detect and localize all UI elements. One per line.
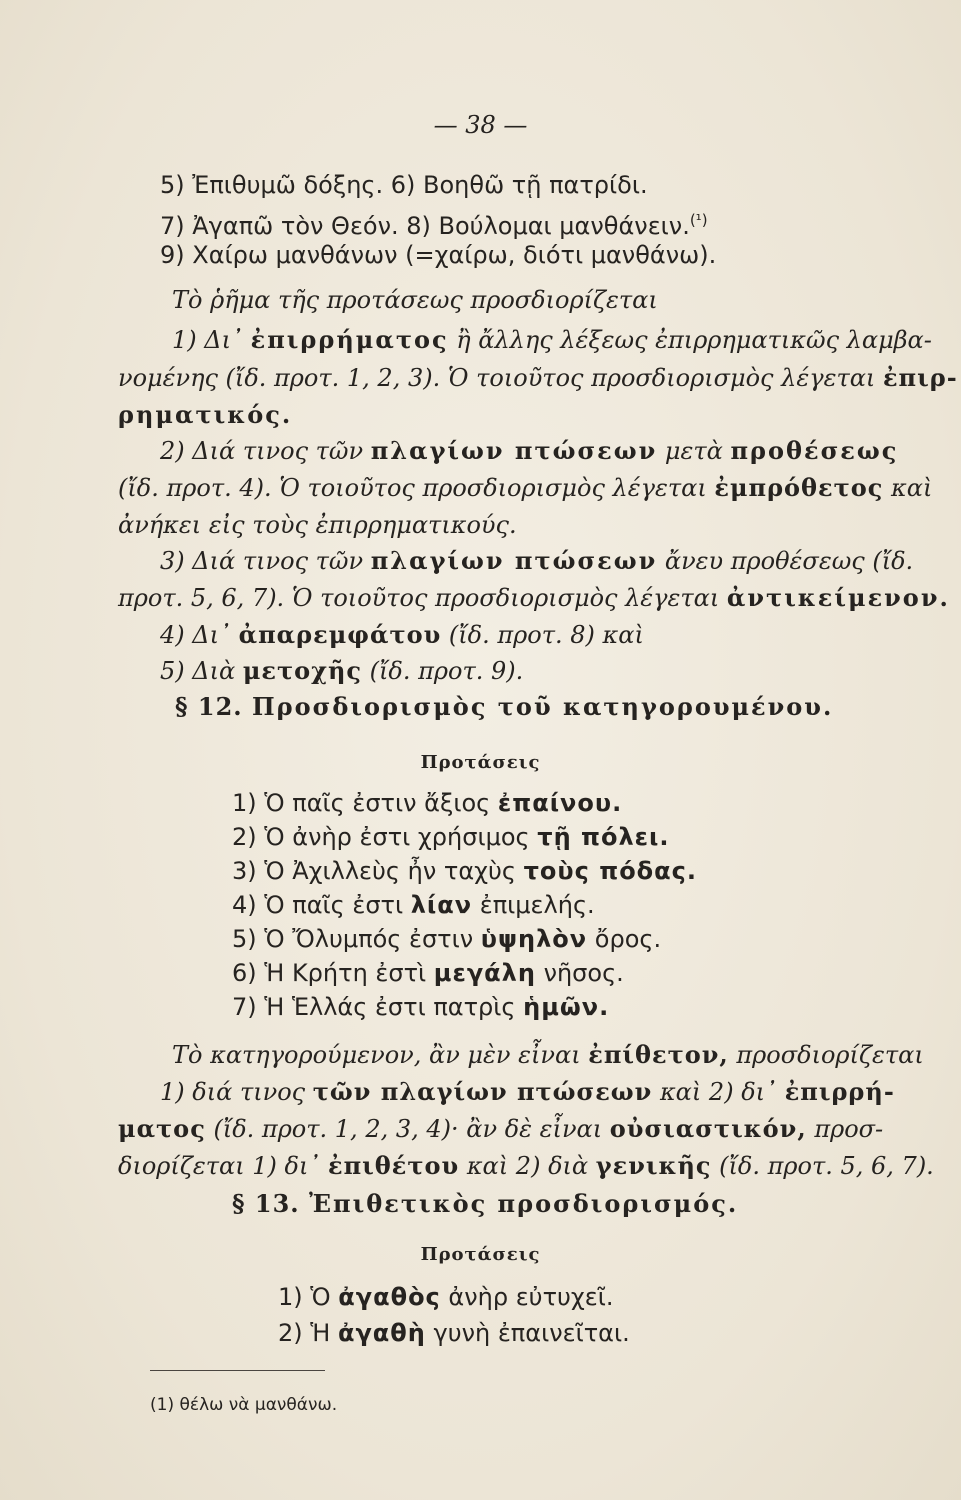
section-title: Ἐπιθετικὸς προσδιορισμός. [309,1189,739,1218]
text: καὶ [883,474,933,502]
term: ἐπιθέτου [328,1151,460,1180]
term: ἐπιρ- [882,363,958,392]
paragraph-line [118,363,958,393]
text: καὶ 2) διὰ [459,1152,596,1180]
text: 7) Ἡ Ἑλλάς ἐστι πατρὶς [232,993,524,1021]
example-line [232,924,661,954]
term: ρηματικός. [118,400,293,429]
paragraph-line [172,285,658,315]
examples-heading: Προτάσεις [420,1244,541,1265]
text: ἐπιμελής. [472,891,595,919]
text: 7) Ἀγαπῶ τὸν Θεόν. 8) Βούλομαι μανθάνειν. [160,212,690,240]
term: γενικῆς [595,1151,712,1180]
text: 2) Ὁ ἀνὴρ ἐστι χρήσιμος [232,823,538,851]
text: 1) Ὁ [278,1283,339,1311]
paragraph-line [172,1040,924,1070]
text: προσδιορίζεται [728,1041,924,1069]
footnote-divider [150,1370,325,1371]
term: ἀντικείμενον. [726,583,950,612]
text: (ἴδ. προτ. 1, 2, 3, 4)· [205,1115,467,1143]
paragraph-line [160,620,644,650]
text: 5) Ὁ Ὄλυμπός ἐστιν [232,925,481,953]
text: Τὸ κατηγορούμενον, ἂν μὲν εἶναι [172,1041,589,1069]
text: 5) Ἐπιθυμῶ δόξης. 6) Βοηθῶ τῇ πατρίδι. [160,171,648,199]
section-number: § 13. [232,1189,310,1218]
term: ἀγαθὴ [337,1319,426,1347]
text-line [160,240,716,270]
paragraph-line [118,400,292,430]
text: νομένης (ἴδ. προτ. 1, 2, 3). [118,364,448,392]
text: ἀνήκει εἰς τοὺς ἐπιρρηματικούς. [118,511,517,539]
text: μετὰ [657,437,731,465]
text: προσ- [806,1115,884,1143]
term: ματος [118,1114,206,1143]
footnote-ref: (¹) [689,211,708,229]
section-heading [175,692,833,722]
term: πλαγίων πτώσεων [370,546,658,575]
term: τοὺς πόδας. [523,857,697,885]
term: λίαν [410,891,473,919]
example-line [232,890,595,920]
text: γυνὴ ἐπαινεῖται. [425,1319,630,1347]
page-number: — 38 — [433,111,528,139]
footnote: (1) θέλω νὰ μανθάνω. [150,1395,338,1415]
text: καὶ 2) δι᾽ [652,1078,785,1106]
paragraph-line [118,1151,934,1181]
text: 4) Ὁ παῖς ἐστι [232,891,411,919]
term: ἀπαρεμφάτου [238,620,442,649]
example-line [232,788,622,818]
term: ἐπιρρή- [784,1077,895,1106]
term: μεγάλη [433,959,536,987]
example-line [278,1282,614,1312]
text: (ἴδ. προτ. 8) καὶ [441,621,644,649]
term: οὐσιαστικόν, [609,1114,807,1143]
examples-heading: Προτάσεις [420,752,541,773]
text: 2) Διά τινος τῶν [160,437,371,465]
text: Ὁ τοιοῦτος προσδιορισμὸς λέγεται [291,584,727,612]
text: 6) Ἡ Κρήτη ἐστὶ [232,959,434,987]
paragraph-line [118,510,517,540]
text: 5) Διὰ [160,657,243,685]
term: ἐμπρόθετος [714,473,884,502]
text: (ἴδ. προτ. 9). [362,657,524,685]
text: διορίζεται 1) δι᾽ [118,1152,328,1180]
text: 1) Ὁ παῖς ἐστιν ἄξιος [232,789,498,817]
text: ἄνευ προθέσεως (ἴδ. [657,547,914,575]
term: ὑψηλὸν [480,925,588,953]
paragraph-line [160,656,523,686]
text: 2) Ἡ [278,1319,338,1347]
paragraph-line [160,1077,895,1107]
term: ἐπιρρήματος [250,325,449,354]
paragraph-line [118,583,950,613]
text-line [160,170,648,200]
term: τῶν πλαγίων πτώσεων [312,1077,653,1106]
paragraph-line [118,473,932,503]
text: (ἴδ. προτ. 4). [118,474,280,502]
text: 3) Διά τινος τῶν [160,547,371,575]
paragraph-line [160,436,898,466]
term: τῇ πόλει. [537,823,670,851]
text: Τὸ ῥῆμα τῆς προτάσεως προσδιορίζεται [172,286,658,314]
text: Ὁ τοιοῦτος προσδιορισμὸς λέγεται [279,474,715,502]
text: (ἴδ. προτ. 5, 6, 7). [711,1152,934,1180]
section-heading [232,1189,738,1219]
example-line [278,1318,630,1348]
text: νῆσος. [535,959,624,987]
term: πλαγίων πτώσεων [370,436,658,465]
term: μετοχῆς [242,656,363,685]
section-number: § 12. [175,692,253,721]
text: 3) Ὁ Ἀχιλλεὺς ἦν ταχὺς [232,857,524,885]
paragraph-line [172,325,932,355]
text: ἢ ἄλλης λέξεως ἐπιρρηματικῶς λαμβα- [448,326,932,354]
example-line [232,856,697,886]
text: προτ. 5, 6, 7). [118,584,292,612]
term: ἐπίθετον, [588,1040,729,1069]
text: ἂν δὲ εἶναι [466,1115,610,1143]
example-line [232,992,609,1022]
paragraph-line [160,546,913,576]
text: Ὁ τοιοῦτος προσδιορισμὸς λέγεται [447,364,883,392]
term: προθέσεως [730,436,899,465]
text: 9) Χαίρω μανθάνων (=χαίρω, διότι μανθάνω). [160,241,717,269]
section-title: Προσδιορισμὸς τοῦ κατηγορουμένου. [252,692,834,721]
text: 1) Δι᾽ [172,326,251,354]
text: 4) Δι᾽ [160,621,239,649]
term: ἡμῶν. [523,993,610,1021]
example-line [232,822,670,852]
term: ἐπαίνου. [497,789,623,817]
text: ἀνὴρ εὐτυχεῖ. [440,1283,614,1311]
term: ἀγαθὸς [338,1283,441,1311]
text: ὄρος. [587,925,662,953]
text: 1) διά τινος [160,1078,313,1106]
paragraph-line [118,1114,883,1144]
example-line [232,958,624,988]
text-line [160,205,708,241]
